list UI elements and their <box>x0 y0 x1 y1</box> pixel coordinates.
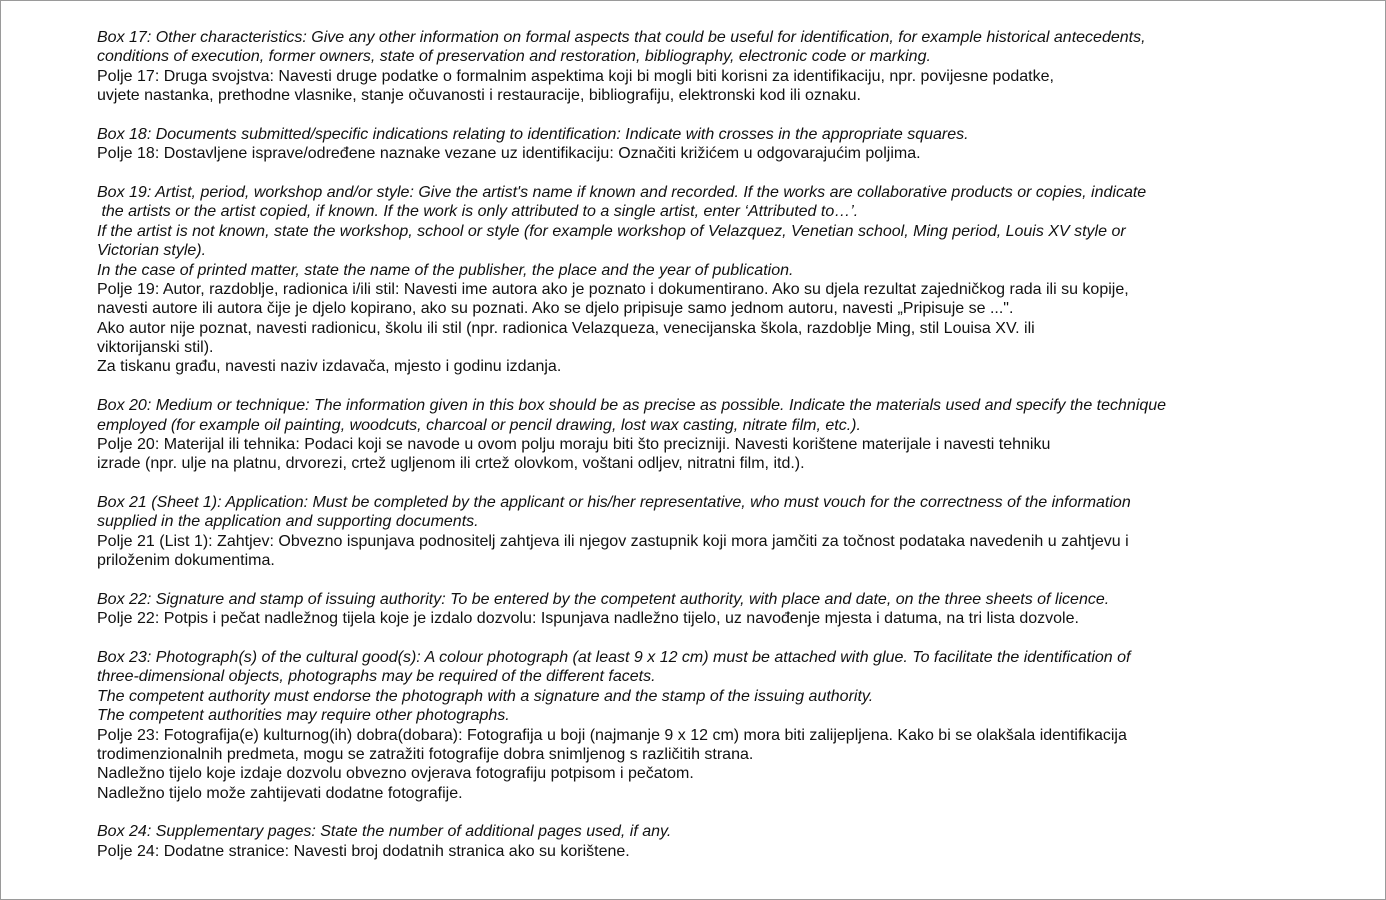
english-instruction-line: Box 22: Signature and stamp of issuing authority: To be entered by the competent authority, with place and date, on the three sheets of licence. <box>97 590 1110 608</box>
croatian-instruction-line: Polje 24: Dodatne stranice: Navesti broj dodatnih stranica ako su korištene. <box>97 842 630 860</box>
instructions-text <box>97 28 1357 881</box>
english-instruction-line: If the artist is not known, state the workshop, school or style (for example workshop of Velazquez, Venetian school, Ming period, Louis XV style or <box>97 222 1126 240</box>
box-24-section <box>97 822 1357 861</box>
english-instruction-line: Box 18: Documents submitted/specific indications relating to identification: Indicate with crosses in the appropriate squares. <box>97 125 969 143</box>
croatian-instruction-line: Polje 21 (List 1): Zahtjev: Obvezno ispunjava podnositelj zahtjeva ili njegov zastupnik koji mora jamčiti za točnost podataka navedenih u zahtjevu i <box>97 532 1129 550</box>
english-instruction-line: employed (for example oil painting, woodcuts, charcoal or pencil drawing, lost wax casting, nitrate film, etc.). <box>97 416 861 434</box>
box-20-section <box>97 396 1357 474</box>
croatian-instruction-line: Polje 18: Dostavljene isprave/određene naznake vezane uz identifikaciju: Označiti križićem u odgovarajućim poljima. <box>97 145 921 163</box>
english-instruction-line: Box 24: Supplementary pages: State the number of additional pages used, if any. <box>97 823 672 841</box>
croatian-instruction-line: trodimenzionalnih predmeta, mogu se zatražiti fotografije dobra snimljenog s različitih strana. <box>97 745 754 763</box>
english-instruction-line: three-dimensional objects, photographs may be required of the different facets. <box>97 668 656 686</box>
english-instruction-line: The competent authorities may require other photographs. <box>97 707 510 725</box>
english-instruction-line: the artists or the artist copied, if known. If the work is only attributed to a single artist, enter ‘Attributed to…’. <box>97 203 859 221</box>
english-instruction-line: Box 17: Other characteristics: Give any other information on formal aspects that could be useful for identification, for example historical antecedents, <box>97 29 1146 46</box>
english-instruction-line: Box 19: Artist, period, workshop and/or style: Give the artist's name if known and recorded. If the works are collaborative products or copies, indicate <box>97 184 1147 201</box>
box-19-section <box>97 183 1357 377</box>
croatian-instruction-line: Za tiskanu građu, navesti naziv izdavača, mjesto i godinu izdanja. <box>97 358 562 376</box>
box-18-section <box>97 125 1357 164</box>
croatian-instruction-line: Polje 22: Potpis i pečat nadležnog tijela koje je izdalo dozvolu: Ispunjava nadležno tijelo, uz navođenje mjesta i datuma, na tri lista dozvole. <box>97 610 1079 628</box>
english-instruction-line: conditions of execution, former owners, state of preservation and restoration, bibliography, electronic code or marking. <box>97 48 931 66</box>
box-23-section <box>97 648 1357 803</box>
english-instruction-line: In the case of printed matter, state the name of the publisher, the place and the year of publication. <box>97 261 794 279</box>
croatian-instruction-line: viktorijanski stil). <box>97 339 214 356</box>
croatian-instruction-line: Polje 23: Fotografija(e) kulturnog(ih) dobra(dobara): Fotografija u boji (najmanje 9 x 12 cm) mora biti zalijepljena. Kako bi se olakšala identifikacija <box>97 726 1127 744</box>
croatian-instruction-line: Ako autor nije poznat, navesti radionicu, školu ili stil (npr. radionica Velazqueza, venecijanska škola, razdoblje Ming, stil Louisa XV. ili <box>97 319 1035 337</box>
box-21-section <box>97 493 1357 571</box>
english-instruction-line: Victorian style). <box>97 242 207 260</box>
box-17-section <box>97 28 1357 106</box>
croatian-instruction-line: navesti autore ili autora čije je djelo kopirano, ako su poznati. Ako se djelo pripisuje samo jednom autoru, navesti „Pripisuje se ...". <box>97 300 1014 318</box>
english-instruction-line: The competent authority must endorse the photograph with a signature and the stamp of the issuing authority. <box>97 687 874 705</box>
croatian-instruction-line: uvjete nastanka, prethodne vlasnike, stanje očuvanosti i restauracije, bibliografiju, elektronski kod ili oznaku. <box>97 87 861 105</box>
croatian-instruction-line: Polje 17: Druga svojstva: Navesti druge podatke o formalnim aspektima koji bi mogli biti korisni za identifikaciju, npr. povijesne podatke, <box>97 67 1054 85</box>
english-instruction-line: Box 20: Medium or technique: The information given in this box should be as precise as possible. Indicate the materials used and specify the technique <box>97 397 1167 415</box>
box-22-section <box>97 590 1357 629</box>
croatian-instruction-line: Polje 20: Materijal ili tehnika: Podaci koji se navode u ovom polju moraju biti što precizniji. Navesti korištene materijale i navesti tehniku <box>97 435 1051 453</box>
english-instruction-line: Box 21 (Sheet 1): Application: Must be completed by the applicant or his/her representative, who must vouch for the correctness of the information <box>97 494 1131 511</box>
croatian-instruction-line: Nadležno tijelo može zahtijevati dodatne fotografije. <box>97 784 463 802</box>
croatian-instruction-line: Polje 19: Autor, razdoblje, radionica i/ili stil: Navesti ime autora ako je poznato i dokumentirano. Ako su djela rezultat zajedničkog rada ili su kopije, <box>97 280 1129 298</box>
croatian-instruction-line: priloženim dokumentima. <box>97 552 275 570</box>
croatian-instruction-line: Nadležno tijelo koje izdaje dozvolu obvezno ovjerava fotografiju potpisom i pečatom. <box>97 765 694 783</box>
croatian-instruction-line: izrade (npr. ulje na platnu, drvorezi, crtež ugljenom ili crtež olovkom, voštani odljev, nitratni film, itd.). <box>97 455 805 473</box>
english-instruction-line: supplied in the application and supporting documents. <box>97 513 479 531</box>
english-instruction-line: Box 23: Photograph(s) of the cultural good(s): A colour photograph (at least 9 x 12 cm) must be attached with glue. To facilitate the identification of <box>97 649 1131 666</box>
